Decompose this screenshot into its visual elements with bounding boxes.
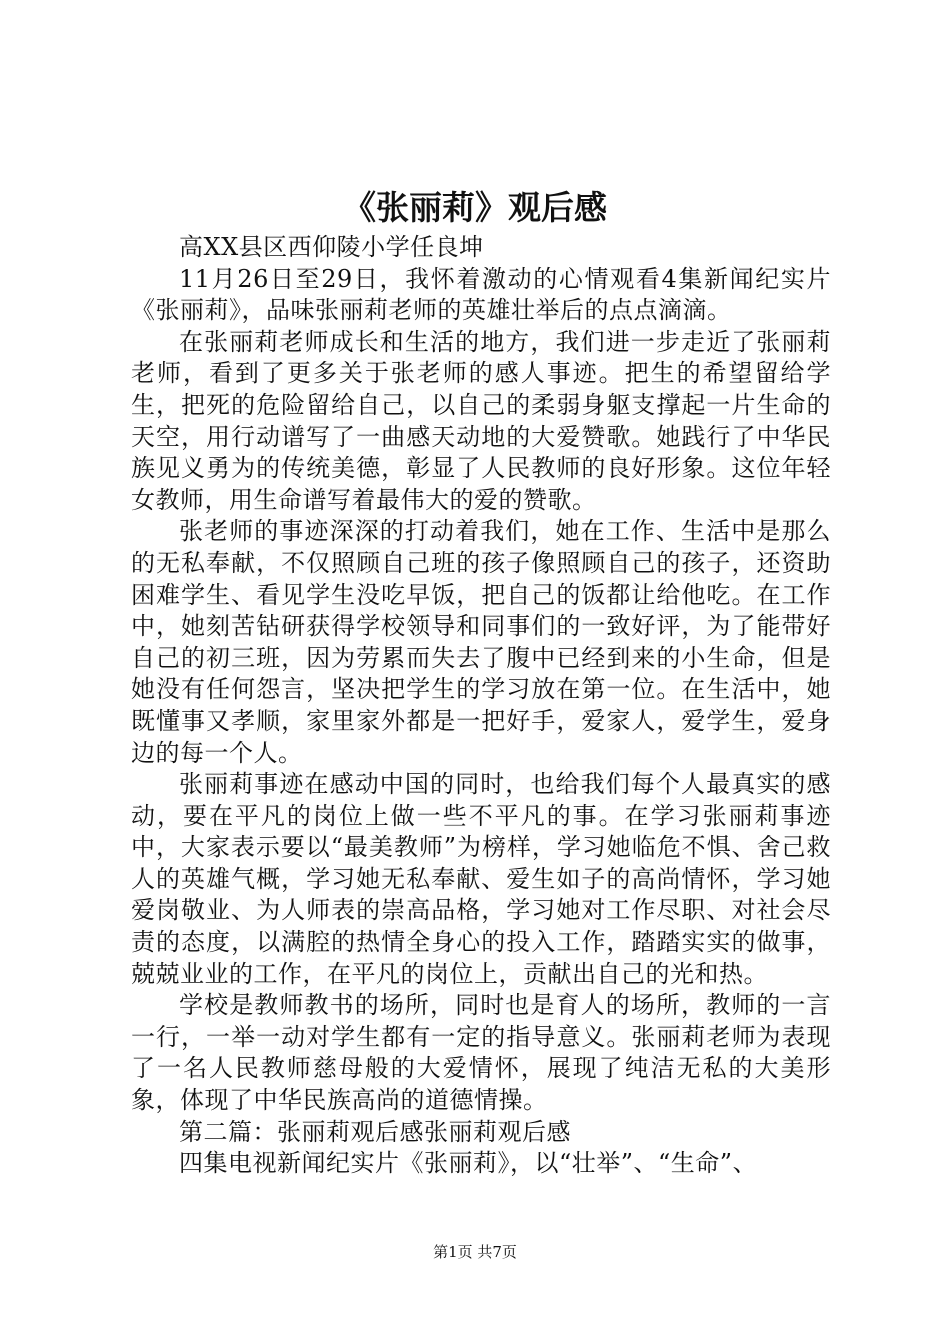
document-body bbox=[131, 232, 831, 1180]
document-title: 《张丽莉》观后感 bbox=[343, 188, 607, 227]
paragraph-6: 四集电视新闻纪实片《张丽莉》，以“壮举”、“生命”、 bbox=[179, 1149, 758, 1178]
author-line: 高XX县区西仰陵小学任良坤 bbox=[179, 233, 484, 261]
paragraph-1: 11月26日至29日，我怀着激动的心情观看4集新闻纪实片《张丽莉》，品味张丽莉老师的英雄壮举后的点点滴滴。 bbox=[131, 264, 831, 325]
paragraph-2: 在张丽莉老师成长和生活的地方，我们进一步走近了张丽莉老师，看到了更多关于张老师的感人事迹。把生的希望留给学生，把死的危险留给自己，以自己的柔弱身躯支撑起一片生命的天空，用行动谱写了一曲感天动地的大爱赞歌。她践行了中华民族见义勇为的传统美德，彰显了人民教师的良好形象。这位年轻女教师，用生命谱写着最伟大的爱的赞歌。 bbox=[131, 327, 831, 514]
paragraph-5: 学校是教师教书的场所，同时也是育人的场所，教师的一言一行，一举一动对学生都有一定的指导意义。张丽莉老师为表现了一名人民教师慈母般的大爱情怀，展现了纯洁无私的大美形象，体现了中华民族高尚的道德情操。 bbox=[131, 991, 831, 1115]
page-footer: 第1页 共7页 bbox=[433, 1243, 517, 1261]
paragraph-4: 张丽莉事迹在感动中国的同时，也给我们每个人最真实的感动，要在平凡的岗位上做一些不平凡的事。在学习张丽莉事迹中，大家表示要以“最美教师”为榜样，学习她临危不惧、舍己救人的英雄气概，学习她无私奉献、爱生如子的高尚情怀，学习她爱岗敬业、为人师表的崇高品格，学习她对工作尽职、对社会尽责的态度，以满腔的热情全身心的投入工作，踏踏实实的做事，兢兢业业的工作，在平凡的岗位上，贡献出自己的光和热。 bbox=[131, 770, 831, 988]
section-heading: 第二篇：张丽莉观后感张丽莉观后感 bbox=[179, 1117, 571, 1146]
paragraph-3: 张老师的事迹深深的打动着我们，她在工作、生活中是那么的无私奉献，不仅照顾自己班的孩子像照顾自己的孩子，还资助困难学生、看见学生没吃早饭，把自己的饭都让给他吃。在工作中，她刻苦钻研获得学校领导和同事们的一致好评，为了能带好自己的初三班，因为劳累而失去了腹中已经到来的小生命，但是她没有任何怨言，坚决把学生的学习放在第一位。在生活中，她既懂事又孝顺，家里家外都是一把好手，爱家人，爱学生，爱身边的每一个人。 bbox=[131, 517, 831, 767]
